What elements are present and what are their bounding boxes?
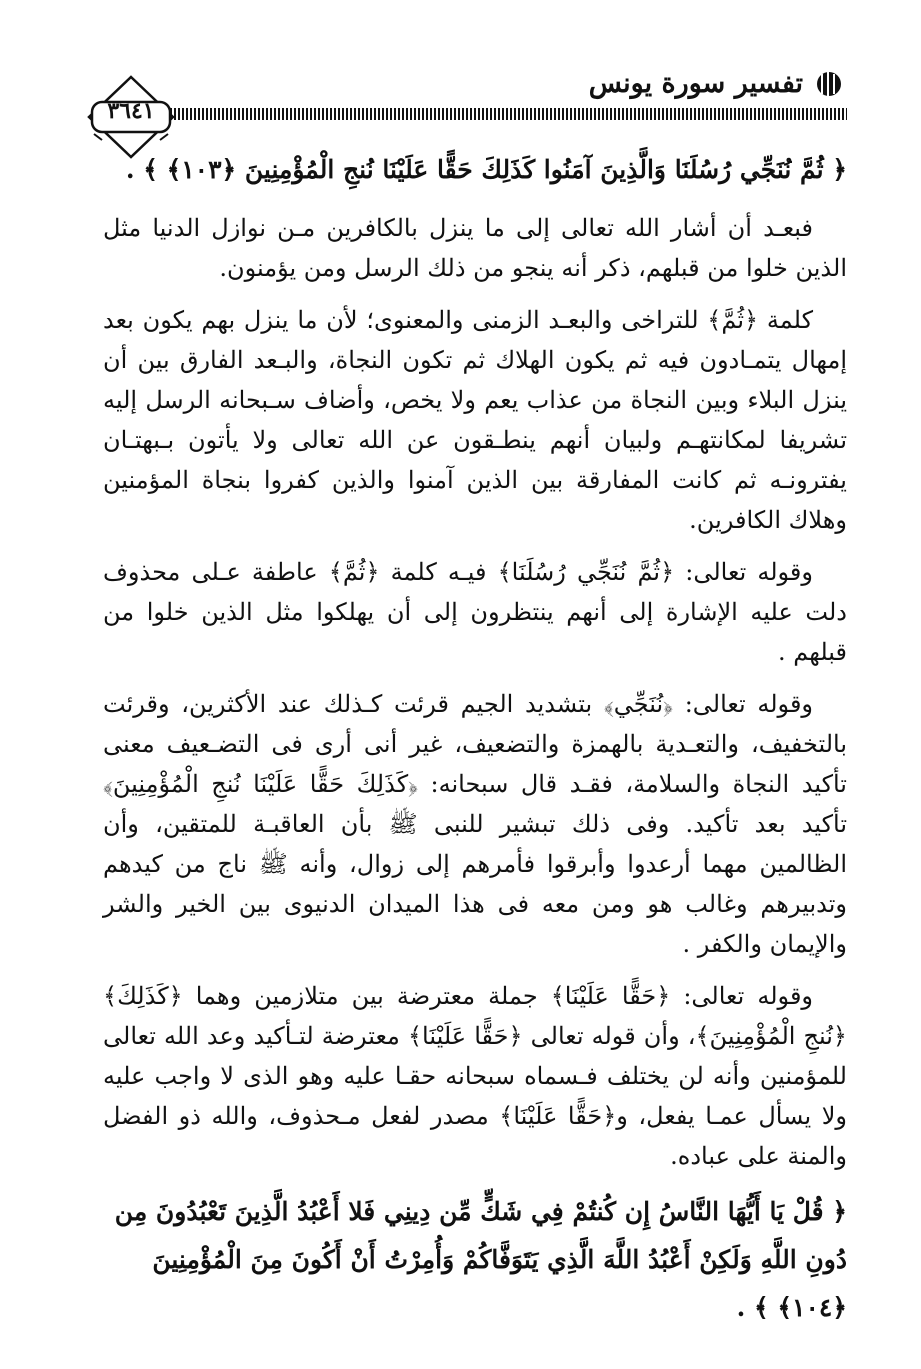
header-rule bbox=[166, 108, 847, 120]
page-number: ٣٦٤١ bbox=[107, 98, 155, 124]
running-header-title: تفسير سورة يونس bbox=[588, 68, 803, 99]
header-ornament-icon bbox=[811, 66, 847, 102]
quran-verse: ﴿ قُلْ يَا أَيُّهَا النَّاسُ إِن كُنتُمْ فِي شَكٍّ مِّن دِينِي فَلا أَعْبُدُ الَّذِينَ تَعْبُدُونَ مِن دُونِ اللَّهِ وَلَكِنْ أَعْبُدُ اللَّهَ الَّذِي يَتَوَفَّاكُمْ وَأُمِرْتُ أَنْ أَكُونَ مِنَ الْمُؤْمِنِينَ ﴿١٠٤﴾ ﴾ . bbox=[114, 1197, 847, 1322]
quran-verse: ﴿ ثُمَّ نُنَجِّي رُسُلَنَا وَالَّذِينَ آمَنُوا كَذَلِكَ حَقًّا عَلَيْنَا نُنجِ الْمُؤْمِنِينَ ﴿١٠٣﴾ ﴾ . bbox=[125, 155, 847, 184]
paragraph: وقوله تعالى: ﴿نُنَجِّي﴾ بتشديد الجيم قرئت كـذلك عند الأكثرين، وقرئت بالتخفيف، والتعـدية بالهمزة والتضعيف، غير أنى أرى فى التضـعيف معنى تأكيد النجاة والسلامة، فقـد قال سبحانه: ﴿كَذَلِكَ حَقًّا عَلَيْنَا نُنجِ الْمُؤْمِنِينَ﴾ تأكيد بعد تأكيد. وفى ذلك تبشير للنبى ﷺ بأن العاقبـة للمتقين، وأن الظالمين مهما أرعدوا وأبرقوا فأمرهم إلى زوال، وأنه ﷺ ناج من كيدهم وتدبيرهم وغالب هو ومن معه فى هذا الميدان الدنيوى بين الخير والشر والإيمان والكفر . bbox=[103, 690, 847, 958]
paragraph: وقوله تعالى: ﴿ثُمَّ نُنَجِّي رُسُلَنَا﴾ فيـه كلمة ﴿ثُمَّ﴾ عاطفة عـلى محذوف دلت عليه الإشارة إلى أنهم ينتظرون إلى أن يهلكوا مثل الذين خلوا من قبلهم . bbox=[103, 558, 847, 666]
page-body bbox=[103, 146, 847, 1346]
paragraph: فبعـد أن أشار الله تعالى إلى ما ينزل بالكافرين مـن نوازل الدنيا مثل الذين خلوا من قبلهم، ذكر أنه ينجو من ذلك الرسل ومن يؤمنون. bbox=[103, 214, 847, 282]
paragraph: وقوله تعالى: ﴿حَقًّا عَلَيْنَا﴾ جملة معترضة بين متلازمين وهما ﴿كَذَلِكَ﴾ ﴿نُنجِ الْمُؤْمِنِينَ﴾، وأن قوله تعالى ﴿حَقًّا عَلَيْنَا﴾ معترضة لتـأكيد وعد الله تعالى للمؤمنين وأنه لن يختلف فـسماه سبحانه حقـا عليه وهو الذى لا واجب عليه ولا يسأل عمـا يفعل، و﴿حَقًّا عَلَيْنَا﴾ مصدر لفعل مـحذوف، والله ذو الفضل والمنة على عباده. bbox=[103, 982, 848, 1170]
paragraph: كلمة ﴿ثُمَّ﴾ للتراخى والبعـد الزمنى والمعنوى؛ لأن ما ينزل بهم يكون بعد إمهال يتمـادون فيه ثم يكون الهلاك ثم تكون النجاة، والبـعد الفارق بين أن ينزل البلاء وبين النجاة من عذاب يعم ولا يخص، وأضاف سـبحانه الرسل إليه تشريفا لمكانتهـم ولبيان أنهم ينطـقون عن الله تعالى ولا يأتون بـبهتـان يفترونـه ثم كانت المفارقة بين الذين آمنوا والذين كفروا بنجاة المؤمنين وهلاك الكافرين. bbox=[103, 306, 847, 534]
